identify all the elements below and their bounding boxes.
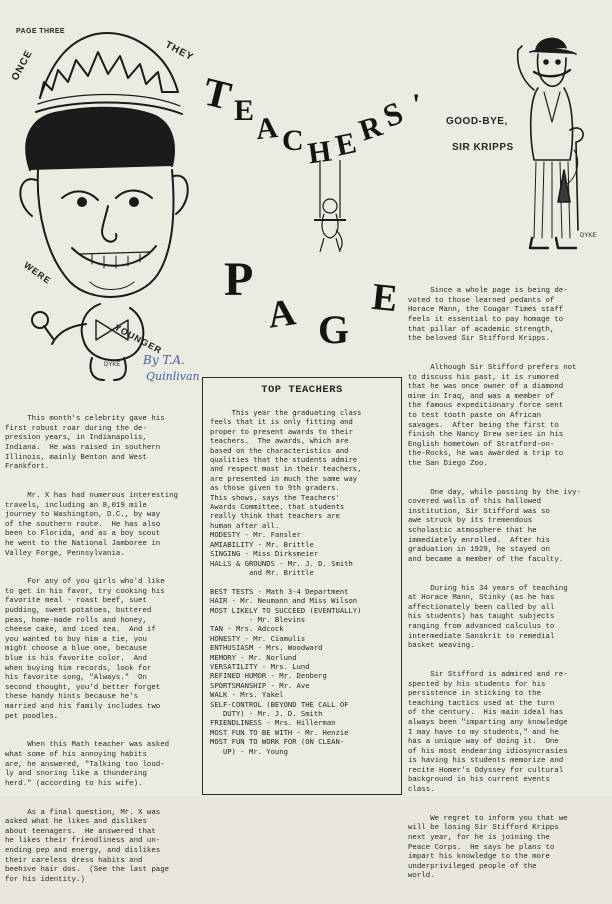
right-cartoon-signature: DYKE	[580, 233, 597, 239]
left-paragraph-1: This month's celebrity gave his first robust roar during the de- pression years, in Indianapolis, Indiana. He was raised in southern Illinois, mainly Benton and West Frankfort.	[5, 415, 165, 472]
right-paragraph-2: Although Sir Stifford prefers not to discuss his past, it is rumored that he was once owner of a diamond mine in Iraq, and was a member of the famous expeditionary force sent to test tooth paste on African savages. After being the first to finish the Nancy Drew series in his English hometown of Stratford-on- the-Rocks, he was awarded a trip to the San Diego Zoo.	[408, 363, 577, 468]
top-teachers-body	[210, 408, 396, 756]
byline-line-2: Quinlivan	[146, 370, 200, 383]
top-teachers-intro: This year the graduating class feels that it is only fitting and proper to present awards to their teachers. The awards, which are based on the characteristics and qualities that the students admire and respect most in their teachers, are presented in much the same way as those given to 9th graders. This shows, says the Teachers' Awards Committee, that students really think that teachers are human after all.	[210, 408, 362, 530]
title-c: C	[282, 124, 304, 157]
title-h: H	[305, 134, 334, 171]
top-teachers-box	[202, 377, 402, 795]
title-word-page	[0, 0, 1, 1]
title-e3: E	[369, 275, 400, 321]
title-a: A	[254, 110, 280, 147]
title-apostrophe: '	[412, 88, 421, 121]
right-paragraph-1: Since a whole page is being de- voted to those learned pedants of Horace Mann, the Cougar Times staff feels it essential to pay homage to that pillar of academic strength, the beloved Sir Stifford Kripps.	[408, 287, 568, 344]
byline-line-1: By T.A.	[143, 353, 185, 367]
left-paragraph-4: When this Math teacher was asked what some of his annoying habits are, he answered, "Talking too loud- ly and snoring like a thundering herd." (according to his wife).	[5, 741, 170, 788]
right-paragraph-3: One day, while passing by the ivy- covered walls of this hallowed institution, Sir Stifford was so awe struck by its tremendous scholastic atmosphere that he immediately enrolled. After his graduation in 1929, he stayed on and became a member of the faculty.	[408, 488, 581, 564]
left-cartoon-signature-text: DYKE	[104, 362, 121, 368]
page-label: PAGE THREE	[16, 28, 65, 35]
left-paragraph-2: Mr. X has had numerous interesting travels, including an 8,019 mile journey to Washington, D.C., by way of the southern route. He has also been to Florida, and as a boy scout he went to the National Jamboree in Valley Forge, Pennsylvania.	[5, 491, 178, 558]
caption-once: ONCE	[9, 48, 36, 83]
monkey-on-swing-icon	[310, 160, 350, 260]
right-article	[408, 268, 610, 901]
title-a2: A	[265, 291, 299, 337]
top-teachers-awards: MODESTY - Mr. Fansler AMIABILITY - Mr. Brittle SINGING - Miss Dirksmeier HALLS & GROUNDS - Mr. J. D. Smith and Mr. Brittle BEST TESTS - Math 3-4 Department HAIR - Mr. Neumann and Miss Wilson MOST LIKELY TO SUCCEED (EVENTUALLY) - Mr. Blevins TAN - Mrs. Adcock HONESTY - Mr. Ciamulis ENTHUSIASM - Mrs. Woodward MEMORY - Mr. Norlund VERSATILITY - Mrs. Lund REFINED HUMOR - Mr. Denberg SPORTSMANSHIP - Mr. Ave WALK - Mrs. Yakel SELF-CONTROL (BEYOND THE CALL OF DUTY) - Mr. J. D. Smith FRIENDLINESS - Mrs. Hillerman MOST FUN TO BE WITH - Mr. Henzie MOST FUN TO WORK FOR (ON CLEAN- UP) - Mr. Young	[210, 530, 362, 756]
right-paragraph-6: We regret to inform you that we will be losing Sir Stifford Kripps next year, for he is joining the Peace Corps. He says he plans to impart his knowledge to the more underprivileged people of the world.	[408, 814, 568, 881]
cartoon-young-teacher	[0, 20, 200, 392]
title-p: P	[224, 253, 254, 306]
cartoon-sir-kripps	[504, 30, 608, 256]
title-e: E	[234, 94, 255, 127]
right-paragraph-5: Sir Stifford is admired and re- spected by his students for his persistence in sticking to the teaching tactics used at the turn of the century. His main ideal has always been "imparting any knowledge I may have to my students," and he has a unique way of doing it. One of his most endearing idiosyncrasies is having his students memorize and recite Homer's Odyssey for cultural background in his current events class.	[408, 670, 568, 795]
title-g: G	[318, 307, 350, 352]
top-teachers-heading: TOP TEACHERS	[261, 384, 343, 396]
title-word-teachers	[0, 0, 1, 1]
caption-they: THEY	[163, 39, 196, 64]
title-e2: E	[332, 126, 360, 163]
bowler-hat-icon	[530, 38, 576, 54]
title-s: S	[377, 94, 408, 135]
left-article	[5, 396, 201, 904]
crown-icon	[40, 33, 178, 98]
caption-were: WERE	[22, 259, 53, 287]
caption-younger: YOUNGER	[112, 322, 164, 356]
right-paragraph-4: During his 34 years of teaching at Horace Mann, Stinky (as he has affectionately been called by all his students) has taught subjects ranging from advanced calculus to intermediate Sanskrit to remedial basket weaving.	[408, 584, 568, 651]
caption-sir-kripps: SIR KRIPPS	[452, 142, 514, 153]
left-paragraph-3: For any of you girls who'd like to get in his favor, try cooking his favorite meal - roast beef, suet pudding, sweet potatoes, buttered peas, home-made rolls and honey, cheese cake, and iced tea. And if you wanted to buy him a tie, you might choose a blue one, because blue is his favorite color. And when buying him records, look for his favorite song, "Always." On second thought, you'd better forget these handy hints because he's married and his family includes two pet poodles.	[5, 578, 165, 721]
caption-goodbye: GOOD-BYE,	[446, 116, 508, 127]
left-paragraph-5: As a final question, Mr. X was asked what he likes and dislikes about teenagers. He answered that he likes their friendliness and un- ending pep and energy, and dislikes their careless dress habits and beehive hair dos. (See the last page for his identity.)	[5, 808, 170, 884]
title-t: T	[198, 68, 236, 119]
title-r: R	[355, 109, 387, 148]
